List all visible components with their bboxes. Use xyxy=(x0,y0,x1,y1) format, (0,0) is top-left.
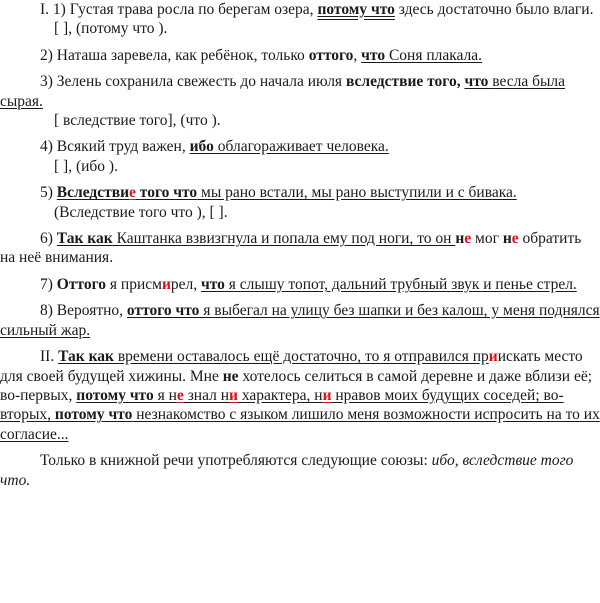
conjunction: ибо xyxy=(189,138,214,156)
text: времени оставалось ещё достаточно, то я отправился пр xyxy=(113,348,489,366)
conjunction-list: ибо, вследствие того что. xyxy=(0,452,574,489)
text: я присм xyxy=(106,275,162,293)
text: характера, н xyxy=(237,386,323,404)
conjunction: вследствие того, xyxy=(345,73,465,91)
conjunction: оттого xyxy=(308,46,354,64)
sentence-5 xyxy=(0,183,600,202)
sentence-7 xyxy=(0,275,600,294)
sentence-8 xyxy=(0,301,600,340)
highlight-letter: и xyxy=(488,348,498,366)
scheme-5: (Вследствие того что ), [ ]. xyxy=(54,203,228,221)
conjunction: что xyxy=(361,46,386,64)
text: рел, xyxy=(170,275,202,293)
highlight-letter: е xyxy=(176,386,184,404)
highlight-letter: е xyxy=(129,184,136,202)
text: хотелось селиться в самой деревне и даже вблизи её; во-первых, xyxy=(0,367,593,404)
text: обратить на неё внимания. xyxy=(0,230,582,267)
conjunction: Так как xyxy=(58,348,114,366)
conjunction: что xyxy=(201,275,225,293)
text: мы рано встали, мы рано выступили и с бивака. xyxy=(197,184,517,202)
text: Каштанка взвизгнула и попала ему под ноги, то он xyxy=(112,230,456,248)
text: знал н xyxy=(183,386,230,404)
text: 2) Наташа заревела, как ребёнок, только xyxy=(40,46,309,64)
conjunction: того что xyxy=(135,184,198,202)
sentence-3 xyxy=(0,72,600,111)
highlight-letter: е xyxy=(511,230,519,248)
highlight-letter: и xyxy=(322,386,332,404)
text: я н xyxy=(153,386,177,404)
closing-note xyxy=(0,451,600,490)
text: незнакомство с языком лишило меня возможности испросить на то их согласие... xyxy=(0,406,600,443)
text: 5) xyxy=(40,184,57,202)
conjunction: Так как xyxy=(56,230,113,248)
text: , xyxy=(353,46,362,64)
text: 7) xyxy=(40,275,57,293)
conjunction: потому что xyxy=(54,406,133,424)
highlight-letter: е xyxy=(464,230,472,248)
highlight-letter: и xyxy=(229,386,238,404)
text: весла была сырая. xyxy=(0,73,566,110)
text: н xyxy=(502,230,512,248)
sentence-6 xyxy=(0,229,600,268)
highlight-letter: и xyxy=(161,275,171,293)
text: Только в книжной речи употребляются следующие союзы: xyxy=(40,452,432,470)
sentence-4 xyxy=(0,137,600,156)
text: 4) Всякий труд важен, xyxy=(40,138,190,156)
conjunction: потому что xyxy=(317,1,395,18)
text: здесь достаточно было влаги. xyxy=(394,1,594,18)
conjunction: что xyxy=(464,73,489,91)
text: II. xyxy=(40,348,59,366)
scheme-4: [ ], (ибо ). xyxy=(54,157,118,175)
text-fragment-2 xyxy=(0,347,600,444)
scheme-3: [ вследствие того], (что ). xyxy=(54,112,221,130)
text: искать место для своей будущей хижины. Мне xyxy=(0,348,583,385)
text: 3) Зелень сохранила свежесть до начала июля xyxy=(40,73,346,91)
conjunction: оттого что xyxy=(126,302,200,320)
text: я слышу топот, дальний трубный звук и пенье стрел. xyxy=(224,275,577,293)
text: Соня плакала. xyxy=(385,46,483,64)
text: н xyxy=(455,230,465,248)
text: мог xyxy=(471,230,503,248)
text: 8) Вероятно, xyxy=(40,302,127,320)
text: I. 1) Густая трава росла по берегам озера, xyxy=(40,1,318,18)
text: 6) xyxy=(40,230,57,248)
conjunction: Вследстви xyxy=(56,184,130,202)
text: облагораживает человека. xyxy=(213,138,389,156)
text: нравов моих будущих соседей; во-вторых, xyxy=(0,386,564,424)
sentence-2 xyxy=(0,46,600,65)
sentence-1 xyxy=(0,0,600,19)
conjunction: потому что xyxy=(76,386,154,404)
scheme-1: [ ], (потому что ). xyxy=(54,20,168,38)
conjunction: Оттого xyxy=(56,275,107,293)
text: я выбегал на улицу без шапки и без калош, у меня поднялся сильный жар. xyxy=(0,302,600,339)
text: не xyxy=(222,367,239,385)
